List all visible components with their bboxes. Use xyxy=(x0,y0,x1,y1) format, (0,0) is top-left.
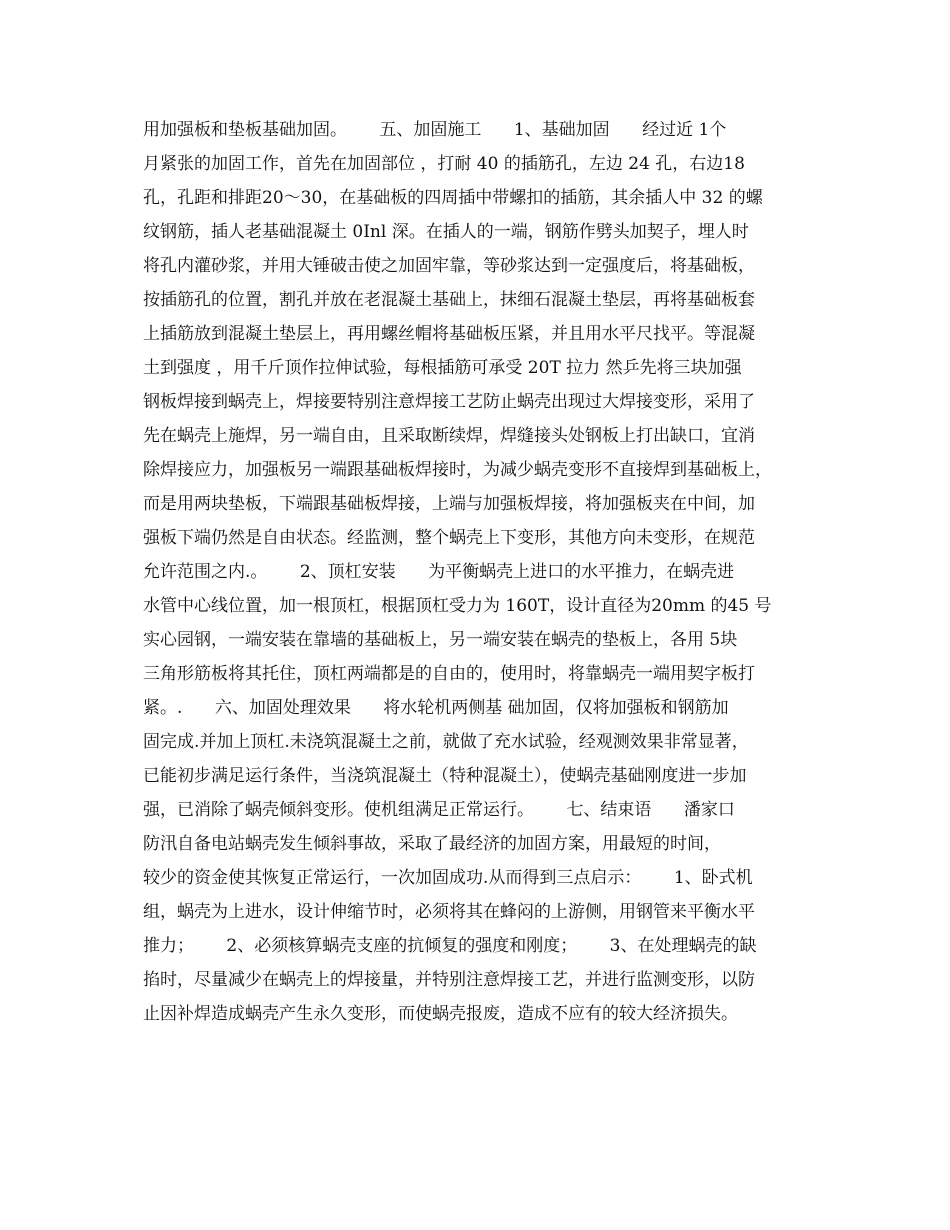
text-line: 三角形筋板将其托住，顶杠两端都是的自由的，使用时，将靠蜗壳一端用契字板打 xyxy=(143,664,755,684)
text-line: 防汛自备电站蜗壳发生倾斜事故，采取了最经济的加固方案，用最短的时间， xyxy=(143,834,721,854)
text-line: 用加强板和垫板基础加固。 五、加固施工 1、基础加固 经过近 1个 xyxy=(143,120,727,140)
body-text xyxy=(143,113,823,1031)
text-line: 上插筋放到混凝土垫层上，再用螺丝帽将基础板压紧，并且用水平尺找平。等混凝 xyxy=(143,324,755,344)
text-line: 掐时，尽量减少在蜗壳上的焊接量，并特别注意焊接工艺，并进行监测变形，以防 xyxy=(143,970,755,990)
text-line: 除焊接应力，加强板另一端跟基础板焊接时，为减少蜗壳变形不直接焊到基础板上， xyxy=(143,460,772,480)
text-line: 已能初步满足运行条件，当浇筑混凝土（特种混凝土），使蜗壳基础刚度进一步加 xyxy=(143,766,747,786)
text-line: 先在蜗壳上施焊，另一端自由，且采取断续焊，焊缝接头处钢板上打出缺口，宜消 xyxy=(143,426,755,446)
text-line: 止因补焊造成蜗壳产生永久变形，而使蜗壳报废，造成不应有的较大经济损失。 xyxy=(143,1004,738,1024)
text-line: 水管中心线位置，加一根顶杠，根据顶杠受力为 160T，设计直径为20mm 的45 号 xyxy=(143,596,772,616)
text-line: 组，蜗壳为上进水，设计伸缩节时，必须将其在蜂闷的上游侧，用钢管来平衡水平 xyxy=(143,902,755,922)
text-line: 强板下端仍然是自由状态。经监测，整个蜗壳上下变形，其他方向未变形，在规范 xyxy=(143,528,755,548)
text-line: 钢板焊接到蜗壳上，焊接要特别注意焊接工艺防止蜗壳出现过大焊接变形，采用了 xyxy=(143,392,755,412)
text-line: 强，已消除了蜗壳倾斜变形。使机组满足正常运行。 七、结束语 潘家口 xyxy=(143,800,735,820)
text-line: 较少的资金使其恢复正常运行，一次加固成功.从而得到三点启示： 1、卧式机 xyxy=(143,868,753,888)
text-line: 允许范围之内.。 2、顶杠安装 为平衡蜗壳上进口的水平推力，在蜗壳进 xyxy=(143,562,735,582)
text-line: 固完成.并加上顶杠.未浇筑混凝土之前，就做了充水试验，经观测效果非常显著， xyxy=(143,732,749,752)
text-line: 月紧张的加固工作，首先在加固部位 ，打耐 40 的插筋孔，左边 24 孔，右边18 xyxy=(143,154,745,174)
text-line: 推力； 2、必须核算蜗壳支座的抗倾复的强度和刚度； 3、在处理蜗壳的缺 xyxy=(143,936,757,956)
text-line: 而是用两块垫板，下端跟基础板焊接，上端与加强板焊接，将加强板夹在中间，加 xyxy=(143,494,755,514)
text-line: 孔，孔距和排距20～30，在基础板的四周插中带螺扣的插筋，其余插人中 32 的螺 xyxy=(143,188,763,208)
text-line: 将孔内灌砂浆，并用大锤破击使之加固牢靠，等砂浆达到一定强度后，将基础板， xyxy=(143,256,755,276)
text-line: 土到强度 ，用千斤顶作拉伸试验，每根插筋可承受 20T 拉力 然乒先将三块加强 xyxy=(143,358,742,378)
text-line: 实心园钢，一端安装在靠墙的基础板上，另一端安装在蜗壳的垫板上，各用 5块 xyxy=(143,630,738,650)
text-line: 按插筋孔的位置，割孔并放在老混凝土基础上，抹细石混凝土垫层，再将基础板套 xyxy=(143,290,755,310)
text-line: 纹钢筋，插人老基础混凝土 0Inl 深。在插人的一端，钢筋作劈头加契子，埋人时 xyxy=(143,222,749,242)
text-line: 紧。. 六、加固处理效果 将水轮机两侧基 础加固，仅将加强板和钢筋加 xyxy=(143,698,729,718)
